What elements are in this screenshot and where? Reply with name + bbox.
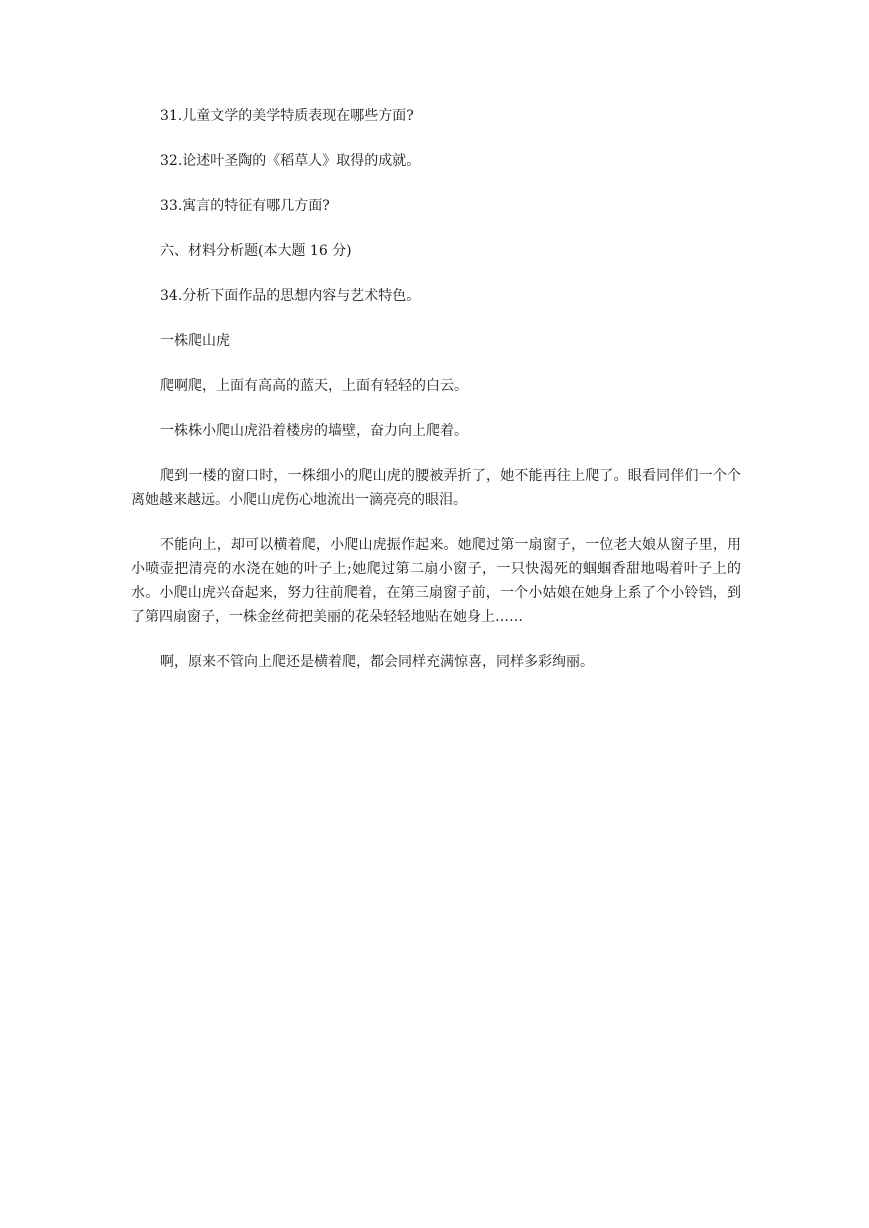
story-paragraph: 啊，原来不管向上爬还是横着爬，都会同样充满惊喜，同样多彩绚丽。 bbox=[160, 654, 594, 670]
story-paragraph: 一株株小爬山虎沿着楼房的墙壁，奋力向上爬着。 bbox=[160, 423, 468, 439]
question-34: 34.分析下面作品的思想内容与艺术特色。 bbox=[160, 288, 421, 304]
question-32: 32.论述叶圣陶的《稻草人》取得的成就。 bbox=[160, 153, 421, 169]
story-paragraph: 不能向上，却可以横着爬，小爬山虎振作起来。她爬过第一扇窗子，一位老大娘从窗子里，用小喷壶把清亮的水浇在她的叶子上;她爬过第二扇小窗子，一只快渴死的蝈蝈香甜地喝着叶子上的水。小爬山虎兴奋起来，努力往前爬着，在第三扇窗子前，一个小姑娘在她身上系了个小铃铛，到了第四扇窗子，一株金丝荷把美丽的花朵轻轻地贴在她身上…… bbox=[131, 537, 741, 625]
section-heading: 六、材料分析题(本大题 16 分) bbox=[160, 243, 352, 259]
document-body bbox=[131, 104, 741, 695]
story-paragraph: 爬到一楼的窗口时，一株细小的爬山虎的腰被弄折了，她不能再往上爬了。眼看同伴们一个个离她越来越远。小爬山虎伤心地流出一滴亮亮的眼泪。 bbox=[131, 468, 741, 508]
story-paragraph: 爬啊爬，上面有高高的蓝天，上面有轻轻的白云。 bbox=[160, 378, 468, 394]
question-33: 33.寓言的特征有哪几方面? bbox=[160, 198, 330, 214]
question-31: 31.儿童文学的美学特质表现在哪些方面? bbox=[160, 108, 414, 124]
story-title: 一株爬山虎 bbox=[160, 333, 230, 349]
